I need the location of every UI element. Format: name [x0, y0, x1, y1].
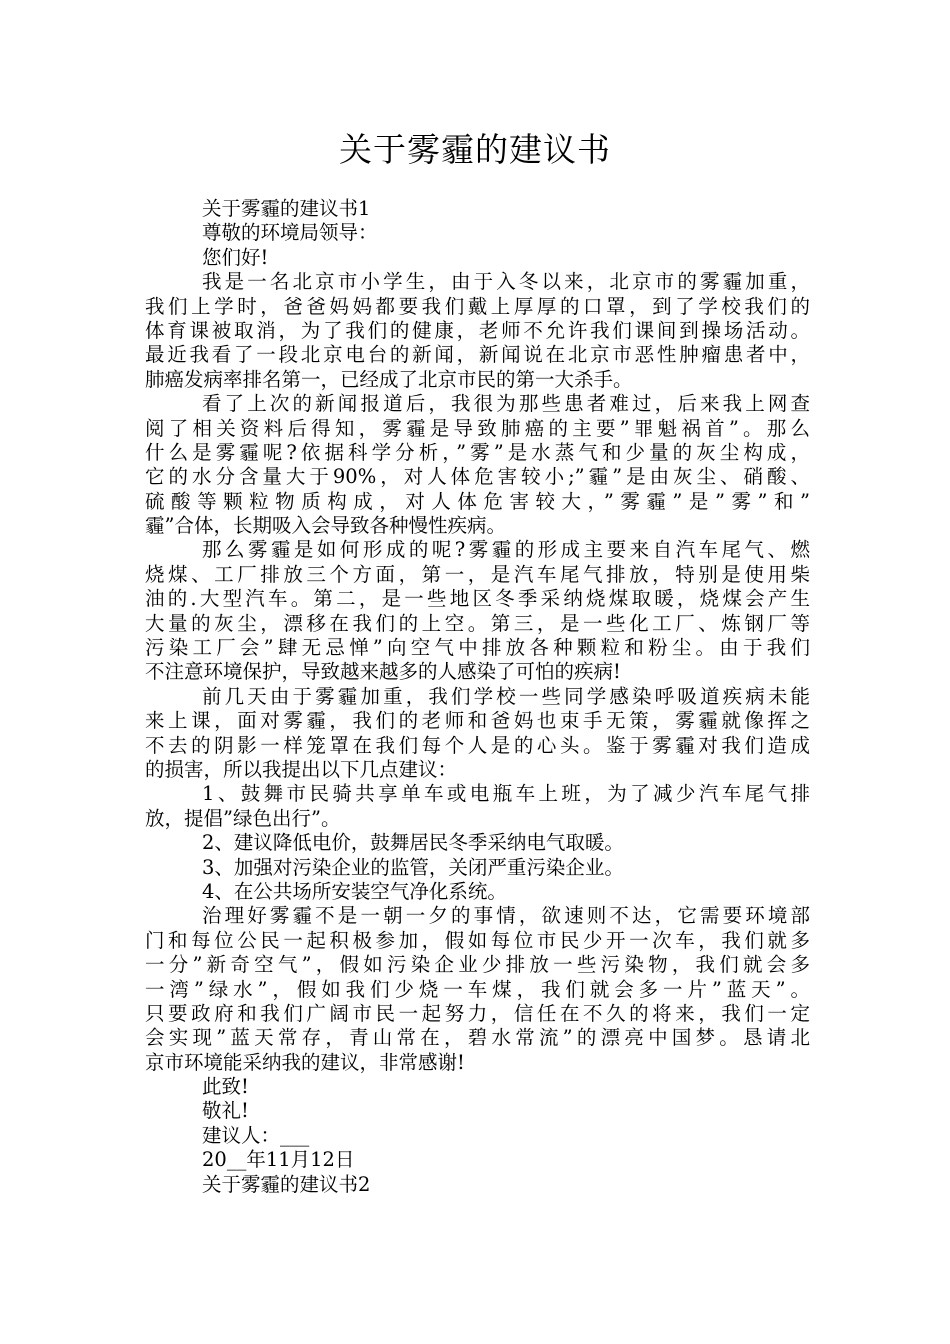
text-line: 建议人：___ — [202, 1123, 310, 1147]
text-line: 3、加强对污染企业的监管，关闭严重污染企业。 — [202, 855, 624, 879]
text-line: 最近我看了一段北京电台的新闻，新闻说在北京市恶性肿瘤患者中， — [145, 343, 810, 367]
text-line: 放，提倡”绿色出行”。 — [145, 806, 341, 830]
text-line: 尊敬的环境局领导： — [202, 221, 378, 245]
text-line: 什么是雾霾呢?依据科学分析，”雾”是水蒸气和少量的灰尘构成， — [145, 440, 810, 464]
text-line: 它的水分含量大于90%，对人体危害较小;”霾”是由灰尘、硝酸、 — [145, 465, 810, 489]
text-line: 看了上次的新闻报道后，我很为那些患者难过，后来我上网查 — [202, 392, 810, 416]
text-line: 体育课被取消，为了我们的健康，老师不允许我们课间到操场活动。 — [145, 318, 810, 342]
text-line: 4、在公共场所安装空气净化系统。 — [202, 879, 507, 903]
text-line: 前几天由于雾霾加重，我们学校一些同学感染呼吸道疾病未能 — [202, 684, 810, 708]
text-line: 会实现”蓝天常存，青山常在，碧水常流”的漂亮中国梦。恳请北 — [145, 1026, 810, 1050]
document-body — [145, 197, 810, 1197]
text-line: 不注意环境保护，导致越来越多的人感染了可怕的疾病! — [145, 660, 621, 684]
text-line: 敬礼! — [202, 1099, 249, 1123]
text-line: 一分”新奇空气”，假如污染企业少排放一些污染物，我们就会多 — [145, 953, 810, 977]
text-line: 1、鼓舞市民骑共享单车或电瓶车上班，为了减少汽车尾气排 — [202, 782, 810, 806]
text-line: 肺癌发病率排名第一，已经成了北京市民的第一大杀手。 — [145, 367, 633, 391]
text-line: 只要政府和我们广阔市民一起努力，信任在不久的将来，我们一定 — [145, 1001, 810, 1025]
text-line: 大量的灰尘，漂移在我们的上空。第三，是一些化工厂、炼钢厂等 — [145, 611, 810, 635]
text-line: 关于雾霾的建议书2 — [202, 1172, 371, 1196]
text-line: 京市环境能采纳我的建议，非常感谢! — [145, 1050, 465, 1074]
text-line: 一湾”绿水”，假如我们少烧一车煤，我们就会多一片”蓝天”。 — [145, 977, 810, 1001]
text-line: 来上课，面对雾霾，我们的老师和爸妈也束手无策，雾霾就像挥之 — [145, 709, 810, 733]
text-line: 此致! — [202, 1075, 249, 1099]
text-line: 治理好雾霾不是一朝一夕的事情，欲速则不达，它需要环境部 — [202, 904, 810, 928]
text-line: 油的.大型汽车。第二，是一些地区冬季采纳烧煤取暖，烧煤会产生 — [145, 587, 810, 611]
text-line: 硫酸等颗粒物质构成，对人体危害较大，”雾霾”是”雾”和” — [145, 489, 810, 513]
text-line: 的损害，所以我提出以下几点建议： — [145, 757, 458, 781]
text-line: 2、建议降低电价，鼓舞居民冬季采纳电气取暖。 — [202, 831, 624, 855]
text-line: 霾”合体，长期吸入会导致各种慢性疾病。 — [145, 514, 506, 538]
text-line: 污染工厂会”肆无忌惮”向空气中排放各种颗粒和粉尘。由于我们 — [145, 636, 810, 660]
text-line: 您们好! — [202, 245, 269, 269]
text-line: 我是一名北京市小学生，由于入冬以来，北京市的雾霾加重， — [202, 270, 810, 294]
text-line: 20__年11月12日 — [202, 1148, 355, 1172]
text-line: 那么雾霾是如何形成的呢?雾霾的形成主要来自汽车尾气、燃 — [202, 538, 810, 562]
text-line: 烧煤、工厂排放三个方面，第一，是汽车尾气排放，特别是使用柴 — [145, 562, 810, 586]
document-title: 关于雾霾的建议书 — [339, 130, 611, 169]
text-line: 门和每位公民一起积极参加，假如每位市民少开一次车，我们就多 — [145, 928, 810, 952]
text-line: 我们上学时，爸爸妈妈都要我们戴上厚厚的口罩，到了学校我们的 — [145, 294, 810, 318]
text-line: 阅了相关资料后得知，雾霾是导致肺癌的主要”罪魁祸首”。那么 — [145, 416, 810, 440]
text-line: 不去的阴影一样笼罩在我们每个人是的心头。鉴于雾霾对我们造成 — [145, 733, 810, 757]
text-line: 关于雾霾的建议书1 — [202, 197, 371, 220]
